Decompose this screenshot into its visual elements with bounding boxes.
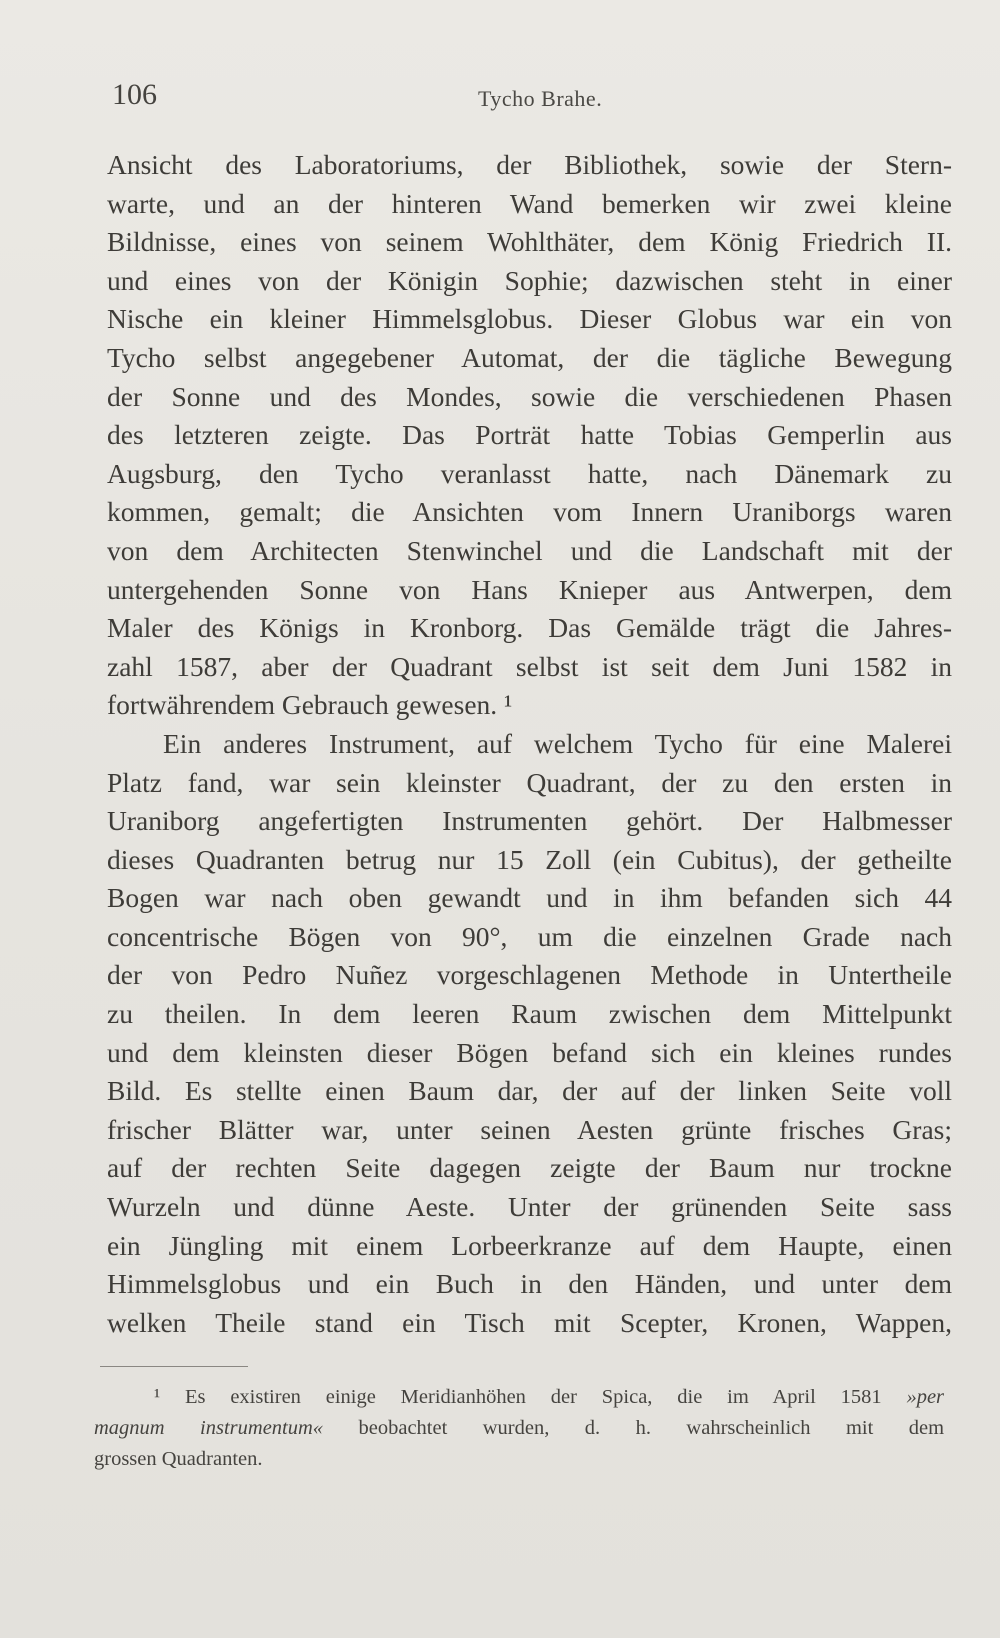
text-line: zahl 1587, aber der Quadrant selbst ist seit dem Juni 1582 in [107,650,952,682]
text-line: dieses Quadranten betrug nur 15 Zoll (ein Cubitus), der getheilte [107,843,952,875]
text-line: Bild. Es stellte einen Baum dar, der auf der linken Seite voll [107,1075,952,1107]
footnote-divider [100,1366,248,1367]
footnote-text: Es existiren einige Meridianhöhen der Spica, die im April 1581 [185,1386,882,1408]
text-line: Himmelsglobus und ein Buch in den Händen, und unter dem [107,1268,952,1300]
text-line: Tycho selbst angegebener Automat, der die tägliche Bewegung [107,341,952,373]
footnote [94,1382,944,1475]
page-number: 106 [112,78,157,111]
text-line: und eines von der Königin Sophie; dazwischen steht in einer [107,264,952,296]
text-line: Bildnisse, eines von seinem Wohlthäter, dem König Friedrich II. [107,226,952,258]
footnote-quote: magnum instrumentum« [94,1417,324,1439]
paragraph-start-line: Ein anderes Instrument, auf welchem Tycho für eine Malerei [163,727,952,759]
footnote-text: beobachtet wurden, d. h. wahrscheinlich mit dem [358,1417,944,1439]
text-line: Ansicht des Laboratoriums, der Bibliothek, sowie der Stern- [107,149,952,180]
footnote-line [94,1382,944,1413]
text-line: der Sonne und des Mondes, sowie die verschiedenen Phasen [107,380,952,412]
text-line: auf der rechten Seite dagegen zeigte der Baum nur trockne [107,1152,952,1184]
page-header [112,78,952,118]
running-head: Tycho Brahe. [478,86,603,111]
footnote-line: grossen Quadranten. [94,1448,263,1470]
text-line: Wurzeln und dünne Aeste. Unter der grünenden Seite sass [107,1191,952,1223]
text-line: untergehenden Sonne von Hans Knieper aus Antwerpen, dem [107,573,952,605]
text-line: und dem kleinsten dieser Bögen befand sich ein kleines rundes [107,1036,952,1068]
text-line: kommen, gemalt; die Ansichten vom Innern Uraniborgs waren [107,496,952,528]
text-line: frischer Blätter war, unter seinen Aesten grünte frisches Gras; [107,1113,952,1145]
text-line: von dem Architecten Stenwinchel und die Landschaft mit der [107,534,952,566]
text-line: concentrische Bögen von 90°, um die einzelnen Grade nach [107,920,952,952]
text-line: Platz fand, war sein kleinster Quadrant, der zu den ersten in [107,766,952,798]
text-line: welken Theile stand ein Tisch mit Scepter, Kronen, Wappen, [107,1306,952,1338]
footnote-marker: ¹ [154,1386,161,1408]
text-line: Bogen war nach oben gewandt und in ihm befanden sich 44 [107,882,952,914]
text-line: Nische ein kleiner Himmelsglobus. Dieser Globus war ein von [107,303,952,335]
text-line: ein Jüngling mit einem Lorbeerkranze auf dem Haupte, einen [107,1229,952,1261]
text-line: des letzteren zeigte. Das Porträt hatte Tobias Gemperlin aus [107,419,952,451]
text-line: zu theilen. In dem leeren Raum zwischen dem Mittelpunkt [107,998,952,1030]
footnote-line [94,1413,944,1444]
footnote-quote-start: »per [906,1386,944,1408]
text-line: Uraniborg angefertigten Instrumenten gehört. Der Halbmesser [107,805,952,837]
text-line: der von Pedro Nuñez vorgeschlagenen Methode in Untertheile [107,959,952,991]
text-line: Augsburg, den Tycho veranlasst hatte, nach Dänemark zu [107,457,952,489]
text-line: warte, und an der hinteren Wand bemerken wir zwei kleine [107,187,952,219]
text-line: fortwährendem Gebrauch gewesen. ¹ [107,689,513,721]
text-line: Maler des Königs in Kronborg. Das Gemälde trägt die Jahres- [107,612,952,644]
body-text [107,146,952,1342]
